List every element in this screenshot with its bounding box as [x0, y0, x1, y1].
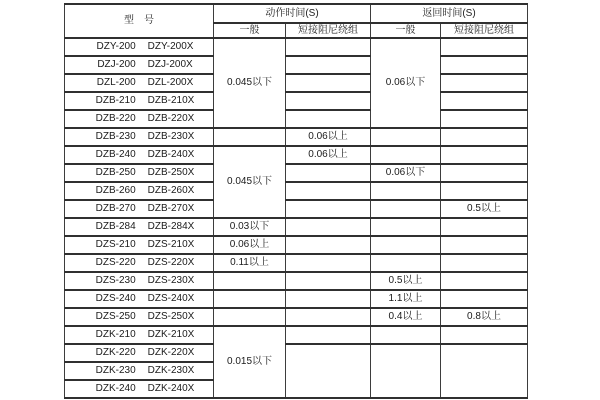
model-name: DZL-200	[96, 77, 136, 88]
action-damping-cell	[286, 38, 371, 56]
model-name-x: DZK-210X	[147, 329, 195, 340]
action-damping-cell	[286, 200, 371, 218]
return-general-cell: 0.5以上	[371, 272, 441, 290]
action-damping-cell	[286, 272, 371, 290]
model-name: DZS-210	[95, 239, 136, 250]
header-model: 型 号	[65, 4, 214, 38]
table-row	[65, 344, 528, 362]
return-damping-cell: 0.5以上	[441, 200, 528, 218]
header-action-damping: 短接阻尼绕组	[286, 23, 371, 38]
return-general-cell	[371, 200, 441, 218]
model-name-x: DZS-230X	[147, 275, 195, 286]
table-row	[65, 38, 528, 56]
header-return-time: 返回时间(S)	[371, 4, 528, 23]
action-damping-cell	[286, 344, 371, 398]
return-damping-cell	[441, 74, 528, 92]
table-row	[65, 218, 528, 236]
return-general-cell	[371, 254, 441, 272]
model-cell	[65, 182, 214, 200]
table-row	[65, 56, 528, 74]
table-row	[65, 110, 528, 128]
return-damping-cell	[441, 182, 528, 200]
return-damping-cell	[441, 38, 528, 56]
model-name: DZS-240	[95, 293, 136, 304]
header-row-groups	[65, 4, 528, 23]
return-general-cell: 1.1以上	[371, 290, 441, 308]
table-row	[65, 308, 528, 326]
action-damping-cell	[286, 74, 371, 92]
action-general-cell	[214, 272, 286, 290]
return-damping-cell	[441, 92, 528, 110]
header-return-damping: 短接阻尼绕组	[441, 23, 528, 38]
return-damping-cell	[441, 272, 528, 290]
model-name: DZS-220	[95, 257, 136, 268]
action-damping-cell: 0.06以上	[286, 128, 371, 146]
table-row	[65, 200, 528, 218]
model-name: DZK-240	[95, 383, 136, 394]
model-name: DZK-230	[95, 365, 136, 376]
model-name: DZB-210	[95, 95, 136, 106]
model-cell	[65, 38, 214, 56]
model-name: DZJ-200	[97, 59, 136, 70]
return-general-cell	[371, 218, 441, 236]
action-damping-cell	[286, 308, 371, 326]
action-general-cell	[214, 128, 286, 146]
return-damping-cell	[441, 218, 528, 236]
model-cell	[65, 344, 214, 362]
model-name: DZB-240	[95, 149, 136, 160]
model-name-x: DZS-240X	[147, 293, 195, 304]
model-cell	[65, 164, 214, 182]
model-name: DZB-250	[95, 167, 136, 178]
return-damping-cell	[441, 254, 528, 272]
return-general-cell: 0.06以下	[371, 164, 441, 182]
return-damping-cell	[441, 326, 528, 344]
model-cell	[65, 236, 214, 254]
model-name: DZB-220	[95, 113, 136, 124]
table-row	[65, 236, 528, 254]
relay-timing-spec-table	[64, 3, 528, 399]
model-name: DZB-230	[95, 131, 136, 142]
model-name-x: DZS-210X	[147, 239, 195, 250]
table-row	[65, 92, 528, 110]
model-name-x: DZS-250X	[147, 311, 195, 322]
action-damping-cell	[286, 56, 371, 74]
model-name-x: DZB-260X	[147, 185, 195, 196]
model-name-x: DZS-220X	[147, 257, 195, 268]
model-cell	[65, 200, 214, 218]
model-name-x: DZB-250X	[147, 167, 195, 178]
action-general-cell: 0.11以上	[214, 254, 286, 272]
return-general-cell	[371, 146, 441, 164]
model-name: DZB-260	[95, 185, 136, 196]
action-general-cell: 0.045以下	[214, 146, 286, 218]
return-general-cell	[371, 182, 441, 200]
return-general-cell	[371, 128, 441, 146]
model-cell	[65, 290, 214, 308]
return-damping-cell	[441, 236, 528, 254]
header-action-time: 动作时间(S)	[214, 4, 371, 23]
model-cell	[65, 56, 214, 74]
action-damping-cell	[286, 182, 371, 200]
table-row	[65, 326, 528, 344]
model-cell	[65, 74, 214, 92]
model-cell	[65, 308, 214, 326]
model-name-x: DZB-240X	[147, 149, 195, 160]
model-cell	[65, 92, 214, 110]
model-name-x: DZK-220X	[147, 347, 195, 358]
return-damping-cell	[441, 110, 528, 128]
model-cell	[65, 254, 214, 272]
table-row	[65, 146, 528, 164]
model-name: DZB-270	[95, 203, 136, 214]
return-damping-cell	[441, 146, 528, 164]
action-damping-cell	[286, 218, 371, 236]
action-damping-cell	[286, 110, 371, 128]
model-cell	[65, 218, 214, 236]
model-cell	[65, 146, 214, 164]
header-return-general: 一般	[371, 23, 441, 38]
action-general-cell	[214, 308, 286, 326]
return-damping-cell: 0.8以上	[441, 308, 528, 326]
table-row	[65, 128, 528, 146]
table-row	[65, 272, 528, 290]
model-name-x: DZK-240X	[147, 383, 195, 394]
model-name-x: DZB-230X	[147, 131, 195, 142]
return-general-cell	[371, 236, 441, 254]
action-general-cell	[214, 290, 286, 308]
action-general-cell: 0.015以下	[214, 326, 286, 398]
model-cell	[65, 326, 214, 344]
return-general-cell: 0.4以上	[371, 308, 441, 326]
model-name-x: DZB-284X	[147, 221, 195, 232]
return-general-cell	[371, 344, 441, 398]
header-action-general: 一般	[214, 23, 286, 38]
return-damping-cell	[441, 56, 528, 74]
model-name-x: DZB-270X	[147, 203, 195, 214]
model-name: DZK-210	[95, 329, 136, 340]
model-cell	[65, 272, 214, 290]
table-row	[65, 254, 528, 272]
return-damping-cell	[441, 164, 528, 182]
return-damping-cell	[441, 128, 528, 146]
return-damping-cell	[441, 344, 528, 398]
action-damping-cell	[286, 254, 371, 272]
model-name-x: DZB-210X	[147, 95, 195, 106]
model-cell	[65, 110, 214, 128]
model-name: DZS-230	[95, 275, 136, 286]
return-damping-cell	[441, 290, 528, 308]
model-name: DZY-200	[96, 41, 136, 52]
model-name-x: DZB-220X	[147, 113, 195, 124]
model-name: DZK-220	[95, 347, 136, 358]
model-name-x: DZY-200X	[147, 41, 194, 52]
action-damping-cell	[286, 290, 371, 308]
model-cell	[65, 362, 214, 380]
table-row	[65, 74, 528, 92]
action-damping-cell	[286, 236, 371, 254]
model-name-x: DZL-200X	[147, 77, 194, 88]
table-row	[65, 290, 528, 308]
action-damping-cell: 0.06以上	[286, 146, 371, 164]
action-general-cell: 0.045以下	[214, 38, 286, 128]
action-damping-cell	[286, 92, 371, 110]
model-name: DZS-250	[95, 311, 136, 322]
table-row	[65, 164, 528, 182]
model-name: DZB-284	[95, 221, 136, 232]
return-general-cell	[371, 326, 441, 344]
model-name-x: DZJ-200X	[147, 59, 193, 70]
model-cell	[65, 128, 214, 146]
model-name-x: DZK-230X	[147, 365, 195, 376]
table-row	[65, 182, 528, 200]
model-cell	[65, 380, 214, 398]
action-general-cell: 0.06以上	[214, 236, 286, 254]
action-general-cell: 0.03以下	[214, 218, 286, 236]
return-general-cell: 0.06以下	[371, 38, 441, 128]
action-damping-cell	[286, 164, 371, 182]
action-damping-cell	[286, 326, 371, 344]
